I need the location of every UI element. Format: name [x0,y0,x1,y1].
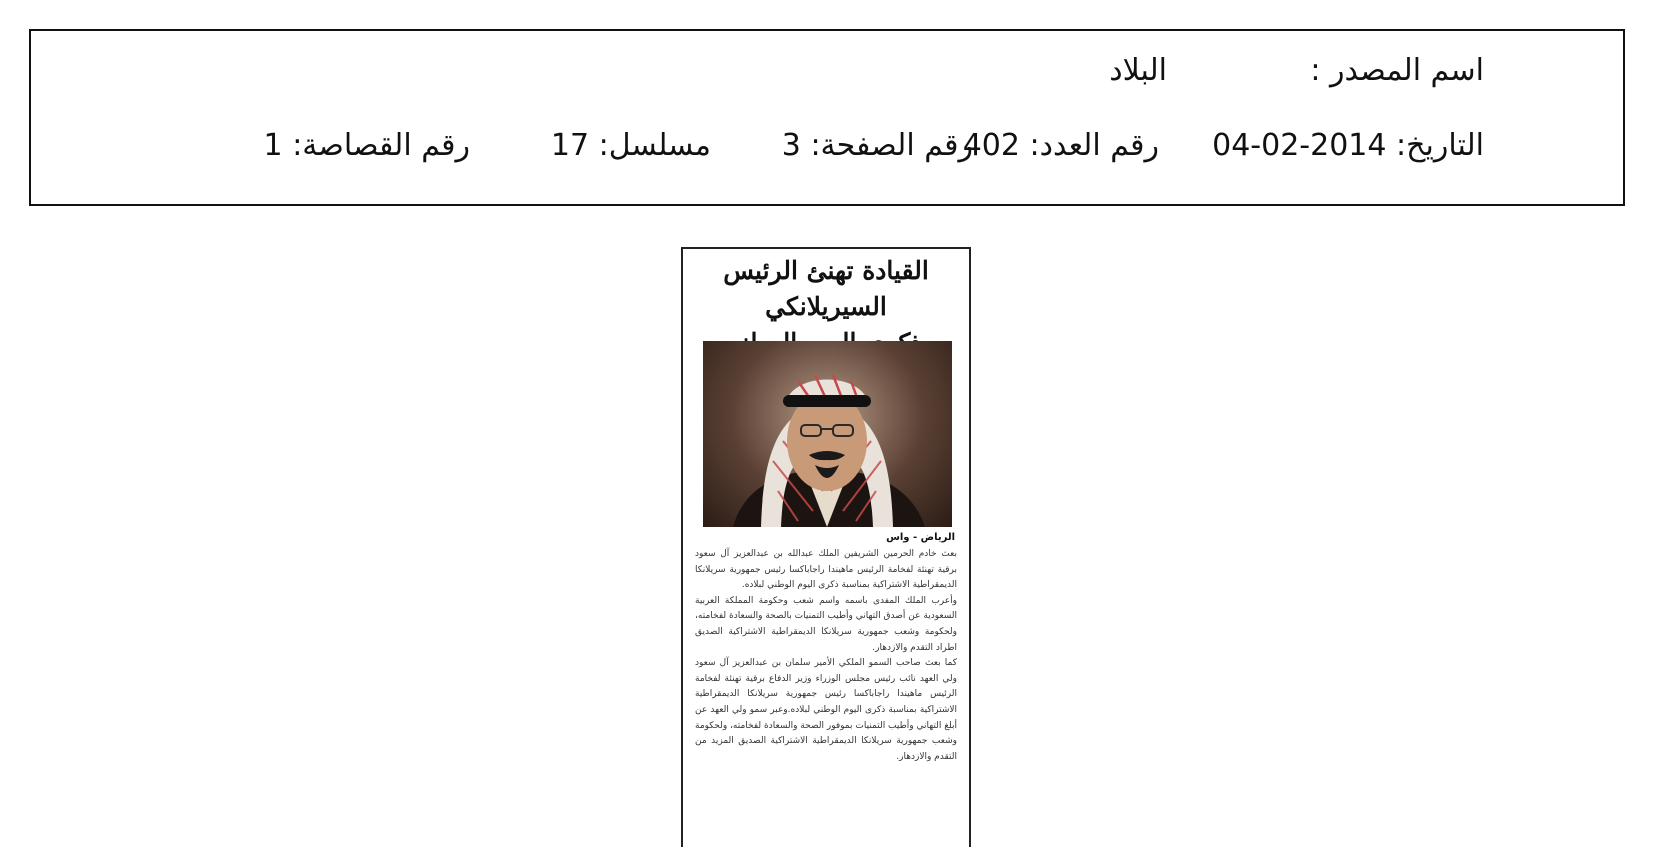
serial-field [551,128,711,164]
serial-value: 17 [550,128,590,163]
date-label: التاريخ: [1396,128,1484,163]
issue-value: 402 [962,128,1020,163]
issue-field [963,128,1159,164]
page-field [782,128,973,164]
article-paragraph-2: وأعرب الملك المفدى باسمه واسم شعب وحكومة المملكة العربية السعودية عن أصدق التهاني وأطيب التمنيات بالصحة والسعادة لفخامته، ولحكومة وشعب جمهورية سريلانكا الديمقراطية الاشتراكية الصديق اطراد التقدم والازدهار. [695,595,957,653]
serial-label: مسلسل: [598,128,711,163]
source-field [1310,53,1484,89]
clip-value: 1 [263,128,283,163]
portrait-photo [703,341,952,527]
newspaper-clipping [681,247,971,847]
portrait-illustration [703,341,952,527]
clip-field [264,128,470,164]
date-field [1212,128,1484,164]
clip-label: رقم القصاصة: [292,128,470,163]
article-paragraph-3: كما بعث صاحب السمو الملكي الأمير سلمان بن عبدالعزيز آل سعود ولي العهد نائب رئيس مجلس الوزراء وزير الدفاع برقية تهنئة لفخامة الرئيس ماهيندا راجاباكسا رئيس جمهورية سريلانكا الديمقراطية الاشتراكية بمناسبة ذكرى اليوم الوطني لبلاده.وعبر سمو ولي العهد عن أبلغ التهاني وأطيب التمنيات بموفور الصحة والسعادة لفخامته، ولحكومة وشعب جمهورية سريلانكا الديمقراطية الاشتراكية الصديق المزيد من التقدم والازدهار. [695,658,957,762]
source-label: اسم المصدر : [1310,53,1484,88]
date-value: 04-02-2014 [1212,128,1387,163]
issue-label: رقم العدد: [1029,128,1159,163]
page-label: رقم الصفحة: [810,128,973,163]
page-value: 3 [781,128,801,163]
headline-line-1: القيادة تهنئ الرئيس السيريلانكي [723,256,929,321]
article-dateline: الرياض - واس [886,532,955,543]
article-body [695,547,957,765]
source-value-field [1109,53,1167,89]
source-value: البلاد [1109,53,1167,88]
article-paragraph-1: بعث خادم الحرمين الشريفين الملك عبدالله بن عبدالعزيز آل سعود برقية تهنئة لفخامة الرئيس ماهيندا راجاباكسا رئيس جمهورية سريلانكا الديمقراطية الاشتراكية بمناسبة ذكرى اليوم الوطني لبلاده. [695,549,957,591]
